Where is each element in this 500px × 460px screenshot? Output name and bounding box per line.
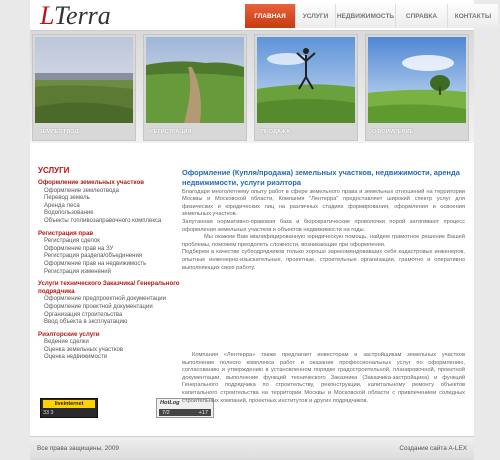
- content-paragraph-company: Компания «Лентерра» также предлагает инвесторам и застройщикам земельных участков выполнение полного комплекса работ и оказание профессиональных услуг по оформлению, согласованию и утверждению в установленном порядке градостроительной, планировочной, проектной документации, выполнение функций технического Заказчика (Заказчика-застройщика) и функций Генерального подрядчика по строительству, реконструкции, капитальному ремонту объектов капитального строительства на территории Москвы и Московской области с привлечением солидных строительных компаний, проектных институтов и других подрядчиков.: [182, 352, 465, 404]
- content-paragraph: Мы окажем Вам квалифицированную юридическую помощь, найдем грамотное решение Вашей проблемы, поможем преодолеть сложности, возникающие при оформлении.: [182, 234, 465, 248]
- nav-realty[interactable]: НЕДВИЖИМОСТЬ: [335, 4, 395, 28]
- list-item[interactable]: Регистрация сделок: [44, 238, 100, 245]
- gallery-card-zemleotvod[interactable]: [32, 34, 136, 141]
- sidebar-section-registration: [38, 230, 180, 277]
- content-paragraph: Подберем в качестве субподрядчиков только хорошо зарекомендовавших себя кадастровых инженеров, опытные инженерно-изыскательные, проектные, строительные организации, грамотно и оперативно выполняющих свою работу.: [182, 249, 465, 271]
- logo-name: Terra: [53, 1, 111, 30]
- list-item[interactable]: Ввод объекта в эксплуатацию: [44, 319, 128, 326]
- gallery-caption: ПРОДАЖА: [261, 129, 291, 135]
- sidebar-section-realtor: [38, 331, 180, 362]
- section-title[interactable]: Риэлторские услуги: [38, 330, 100, 338]
- footer: [30, 436, 474, 460]
- logo-letter: L: [40, 1, 54, 30]
- list-item[interactable]: Оформление предпроектной документации: [44, 296, 166, 303]
- sidebar-heading: УСЛУГИ: [38, 166, 70, 175]
- hotlog-left-value: 7/2: [162, 409, 170, 416]
- main-nav: [245, 4, 498, 28]
- photo-gallery: [30, 30, 474, 143]
- site-creator-link[interactable]: Создание сайта A-LEX: [399, 445, 467, 452]
- gallery-caption: РЕГИСТРАЦИЯ: [150, 129, 192, 135]
- hotlog-stats: [159, 409, 211, 416]
- hotlog-right-value: +17: [198, 409, 208, 416]
- list-item[interactable]: Оценка земельных участков: [44, 346, 124, 353]
- page-title: Оформление (Купля/продажа) земельных участков, недвижимости, аренда недвижимости, услуги риэлтора: [182, 168, 460, 187]
- services-sidebar: [38, 166, 180, 366]
- nav-services[interactable]: УСЛУГИ: [295, 4, 335, 28]
- gallery-card-oformlenie[interactable]: [365, 34, 469, 141]
- list-item[interactable]: Ведение сделки: [44, 339, 89, 346]
- list-item[interactable]: Объекты топливозаправочного комплекса: [44, 217, 162, 224]
- meadow-tree-photo: [368, 37, 466, 123]
- list-item[interactable]: Оформление прав на недвижимость: [44, 260, 147, 267]
- list-item[interactable]: Оформление землеотвода: [44, 187, 120, 194]
- list-item[interactable]: Перевод земель: [44, 195, 90, 202]
- header: [30, 0, 492, 30]
- sidebar-section-land: [38, 179, 180, 226]
- jumping-person-photo: [257, 37, 355, 123]
- list-item[interactable]: Регистрация раздела/объединения: [44, 253, 143, 260]
- list-item[interactable]: Оформление прав на ЗУ: [44, 245, 114, 252]
- list-item[interactable]: Организация строительства: [44, 311, 123, 318]
- content-paragraph: Благодаря многолетнему опыту работ в сфере земельного права и земельных отношений на территории Москвы и Московской области, Компания "Лентерра" предоставляет широкий спектр услуг для физических и юридических лиц на различных стадиях формирования, оформления и освоения земельных участков.: [182, 188, 465, 218]
- gallery-card-sale[interactable]: [254, 34, 358, 141]
- liveinternet-stats: 33 3: [43, 410, 54, 416]
- copyright-text: Все права защищены, 2009: [37, 445, 119, 452]
- list-item[interactable]: Аренда леса: [44, 202, 80, 209]
- section-title[interactable]: Оформление земельных участков: [38, 179, 145, 186]
- list-item[interactable]: Водопользование: [44, 210, 94, 217]
- nav-home[interactable]: ГЛАВНАЯ: [245, 4, 295, 28]
- section-title[interactable]: Регистрация прав: [38, 229, 94, 237]
- hotlog-label: HotLog: [160, 400, 180, 406]
- sidebar-section-contractor: [38, 280, 180, 327]
- list-item[interactable]: Оценка недвижимости: [44, 354, 107, 361]
- liveinternet-counter[interactable]: [40, 398, 98, 418]
- landscape-photo: [35, 37, 133, 123]
- content-paragraph: Запутанная нормативно-правовая база и бюрократические проволочки порой затягивают процесс оформления земельных участков и объектов недвижимости на годы.: [182, 218, 465, 233]
- gallery-caption: ЗЕМЛЕОТВОД: [39, 129, 79, 135]
- section-title[interactable]: Услуги технического Заказчика/ Генерального подрядчика: [38, 280, 180, 295]
- field-road-photo: [146, 37, 244, 123]
- main-content: [182, 168, 465, 272]
- nav-contacts[interactable]: КОНТАКТЫ: [447, 4, 498, 28]
- gallery-card-registration[interactable]: [143, 34, 247, 141]
- site-logo[interactable]: [40, 2, 111, 30]
- list-item[interactable]: Регистрация изменений: [44, 268, 111, 275]
- liveinternet-label: liveinternet: [43, 400, 95, 408]
- list-item[interactable]: Оформление проектной документации: [44, 303, 153, 310]
- nav-info[interactable]: СПРАВКА: [395, 4, 447, 28]
- gallery-caption: ОФОРМЛЕНИЕ: [372, 129, 414, 135]
